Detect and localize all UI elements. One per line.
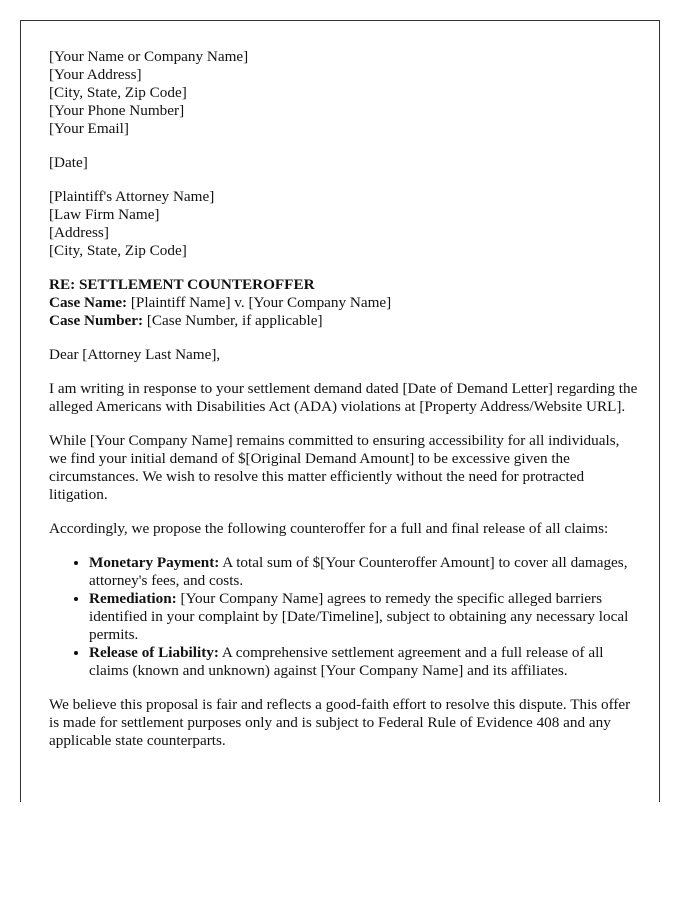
recipient-law-firm: [Law Firm Name] <box>49 206 160 223</box>
case-number <box>49 312 639 330</box>
case-name-label: Case Name: <box>49 294 128 311</box>
body-paragraph-1: I am writing in response to your settlement demand dated [Date of Demand Letter] regarding the alleged Americans with Disabilities Act (ADA) violations at [Property Address/Website URL]. <box>49 380 638 415</box>
body-paragraph-3: Accordingly, we propose the following counteroffer for a full and final release of all claims: <box>49 520 609 537</box>
sender-city-state-zip: [City, State, Zip Code] <box>49 84 187 101</box>
letter-date: [Date] <box>49 154 88 171</box>
term-label: Monetary Payment: <box>89 554 220 571</box>
sender-address-block <box>49 48 639 138</box>
letter-page <box>20 20 660 802</box>
salutation: Dear [Attorney Last Name], <box>49 346 221 363</box>
subject-block <box>49 276 639 330</box>
term-remediation <box>89 590 639 644</box>
sender-phone: [Your Phone Number] <box>49 102 185 119</box>
term-text: A total sum of $[Your Counteroffer Amount] to cover all damages, attorney's fees, and costs. <box>89 554 628 589</box>
subject-heading: RE: SETTLEMENT COUNTEROFFER <box>49 276 315 293</box>
counteroffer-terms-list <box>49 554 639 680</box>
sender-address: [Your Address] <box>49 66 142 83</box>
recipient-city-state-zip: [City, State, Zip Code] <box>49 242 187 259</box>
sender-name: [Your Name or Company Name] <box>49 48 249 65</box>
body-paragraph-2: While [Your Company Name] remains committed to ensuring accessibility for all individuals, we find your initial demand of $[Original Demand Amount] to be excessive given the circumstances. We wish to resolve this matter efficiently without the need for protracted litigation. <box>49 432 620 503</box>
recipient-attorney-name: [Plaintiff's Attorney Name] <box>49 188 215 205</box>
letter-content <box>49 48 639 766</box>
body-paragraph-4: We believe this proposal is fair and reflects a good-faith effort to resolve this dispute. This offer is made for settlement purposes only and is subject to Federal Rule of Evidence 408 and any applicable state counterparts. <box>49 696 631 749</box>
term-text: A comprehensive settlement agreement and a full release of all claims (known and unknown) against [Your Company Name] and its affiliates. <box>89 644 604 679</box>
case-name-value: [Plaintiff Name] v. [Your Company Name] <box>127 294 392 311</box>
term-text: [Your Company Name] agrees to remedy the specific alleged barriers identified in your complaint by [Date/Timeline], subject to obtaining any necessary local permits. <box>89 590 629 643</box>
term-release-of-liability <box>89 644 639 680</box>
case-number-value: [Case Number, if applicable] <box>143 312 323 329</box>
sender-email: [Your Email] <box>49 120 129 137</box>
term-label: Remediation: <box>89 590 177 607</box>
term-monetary-payment <box>89 554 639 590</box>
term-label: Release of Liability: <box>89 644 219 661</box>
recipient-address: [Address] <box>49 224 109 241</box>
case-name <box>49 294 639 312</box>
case-number-label: Case Number: <box>49 312 144 329</box>
recipient-address-block <box>49 188 639 260</box>
